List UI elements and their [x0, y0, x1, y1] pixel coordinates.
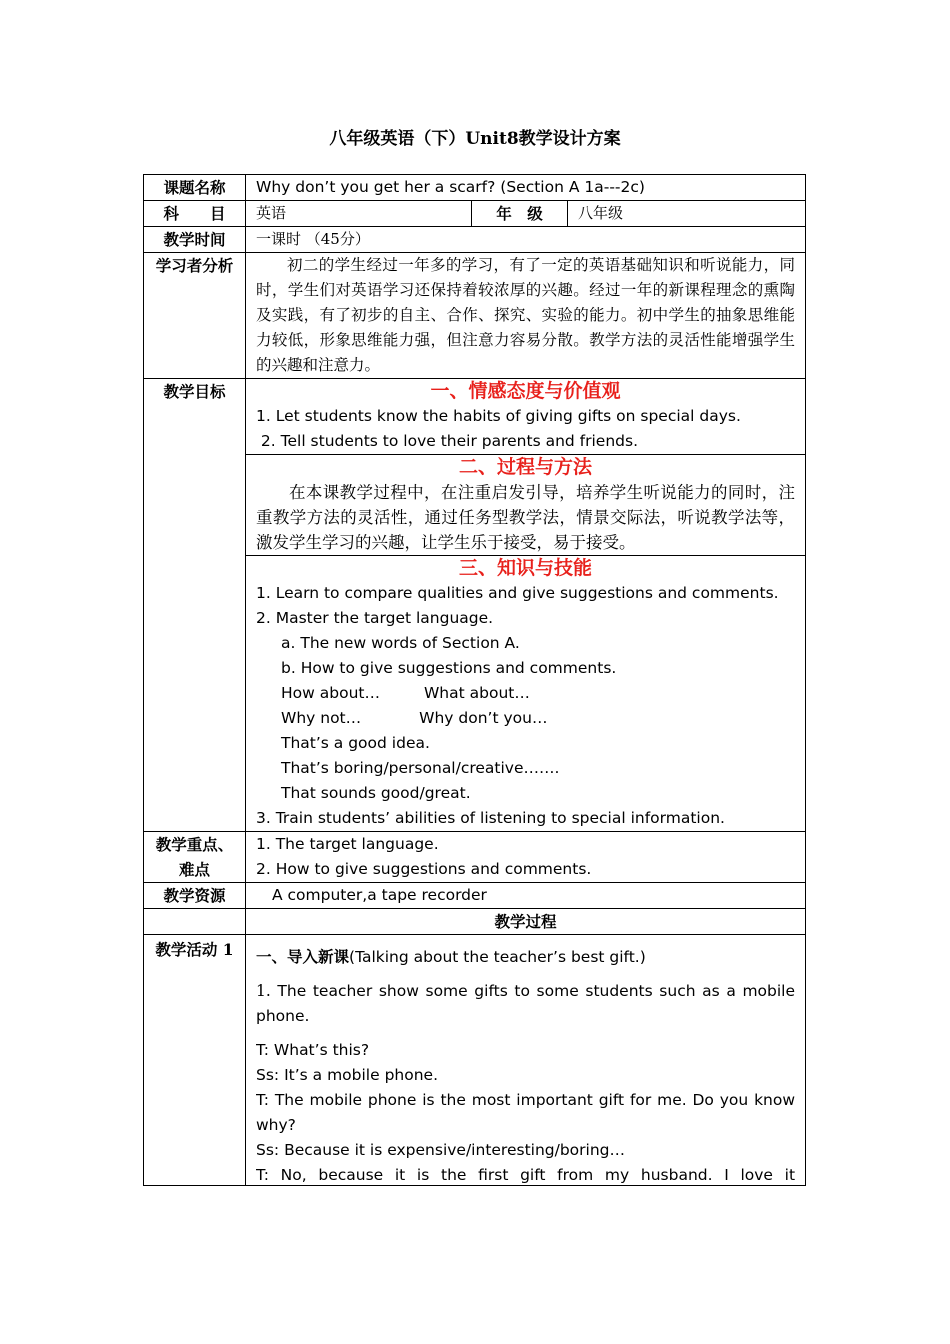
phrase-row-1 — [256, 681, 795, 706]
document-title: 八年级英语（下）Unit8教学设计方案 — [329, 129, 621, 149]
goals-label: 教学目标 — [144, 379, 246, 832]
activity-1-label: 教学活动 1 — [144, 935, 246, 1186]
topic-row — [144, 175, 806, 201]
process-header-row — [144, 909, 806, 935]
goal-line-2b: b. How to give suggestions and comments. — [281, 659, 617, 677]
goals-section-1 — [246, 379, 806, 455]
keypoints-content — [246, 832, 806, 883]
activity-1-heading-en: (Talking about the teacher’s best gift.) — [349, 948, 646, 966]
activity-1-heading-cn: 一、导入新课 — [256, 947, 350, 966]
goal-line-2: 2. Master the target language. — [256, 609, 494, 627]
goals-section-1-item: 2. Tell students to love their parents and friends. — [256, 432, 638, 450]
topic-value: Why don’t you get her a scarf? (Section A 1a---2c) — [246, 175, 806, 201]
activity-1-content — [246, 935, 806, 1186]
goals-row-1 — [144, 379, 806, 455]
keypoint-item: 1. The target language. — [256, 835, 439, 853]
topic-label: 课题名称 — [144, 175, 246, 201]
learner-label: 学习者分析 — [144, 253, 246, 379]
resources-row — [144, 883, 806, 909]
keypoint-item: 2. How to give suggestions and comments. — [256, 860, 592, 878]
grade-label: 年 级 — [472, 201, 568, 227]
keypoints-label-line-1: 教学重点、 — [155, 835, 234, 854]
dialog-line: Ss: Because it is expensive/interesting/boring… — [256, 1141, 626, 1159]
phrase-good-idea: That’s a good idea. — [281, 734, 430, 752]
dialog-line: T: What’s this? — [256, 1041, 370, 1059]
phrase-sounds: That sounds good/great. — [281, 784, 471, 802]
goal-line-3: 3. Train students’ abilities of listening to special information. — [256, 809, 725, 827]
time-row — [144, 227, 806, 253]
goals-section-1-title: 一、情感态度与价值观 — [430, 380, 621, 402]
goals-section-2-title: 二、过程与方法 — [459, 456, 593, 478]
goals-section-3-title: 三、知识与技能 — [459, 557, 593, 579]
phrase-boring: That’s boring/personal/creative……. — [281, 759, 560, 777]
activity-1-step-text: The teacher show some gifts to some students such as a mobile phone. — [256, 982, 796, 1025]
phrase-row-2 — [256, 706, 795, 731]
keypoints-label — [144, 832, 246, 883]
goals-section-1-item: 1. Let students know the habits of giving gifts on special days. — [256, 407, 741, 425]
keypoints-row — [144, 832, 806, 883]
resources-label: 教学资源 — [144, 883, 246, 909]
process-header: 教学过程 — [246, 909, 806, 935]
goal-line-2a: a. The new words of Section A. — [281, 634, 520, 652]
activity-1-heading — [256, 944, 795, 970]
process-header-empty — [144, 909, 246, 935]
subject-label: 科 目 — [144, 201, 246, 227]
phrase-what-about: What about… — [423, 684, 530, 702]
goals-section-2 — [246, 455, 806, 556]
phrase-why-not: Why not… — [281, 709, 362, 727]
keypoints-label-line-2: 难点 — [178, 860, 210, 879]
time-value: 一课时 （45分） — [246, 227, 806, 253]
goals-section-3 — [246, 556, 806, 832]
subject-row — [144, 201, 806, 227]
phrase-why-dont: Why don’t you… — [419, 709, 548, 727]
time-label: 教学时间 — [144, 227, 246, 253]
subject-value: 英语 — [246, 201, 472, 227]
activity-1-row — [144, 935, 806, 1186]
dialog-line: T: No, because it is the first gift from my husband. I love it — [256, 1166, 796, 1184]
grade-value: 八年级 — [568, 201, 806, 227]
goal-line-1: 1. Learn to compare qualities and give suggestions and comments. — [256, 584, 779, 602]
dialog-line: Ss: It’s a mobile phone. — [256, 1066, 438, 1084]
lesson-plan-table — [143, 174, 806, 1186]
resources-value: A computer,a tape recorder — [246, 883, 806, 909]
phrase-how-about: How about… — [281, 684, 380, 702]
learner-row — [144, 253, 806, 379]
activity-1-step — [256, 979, 795, 1029]
dialog-line: T: The mobile phone is the most important gift for me. Do you know why? — [256, 1091, 796, 1134]
activity-1-step-number: 1. — [256, 982, 271, 1000]
learner-analysis-text: 初二的学生经过一年多的学习，有了一定的英语基础知识和听说能力，同时，学生们对英语学习还保持着较浓厚的兴趣。经过一年的新课程理念的熏陶及实践，有了初步的自主、合作、探究、实验的能力。初中学生的抽象思维能力较低，形象思维能力强，但注意力容易分散。教学方法的灵活性能增强学生的兴趣和注意力。 — [246, 253, 806, 379]
goals-section-2-text: 在本课教学过程中，在注重启发引导，培养学生听说能力的同时，注重教学方法的灵活性，通过任务型教学法，情景交际法，听说教学法等，激发学生学习的兴趣，让学生乐于接受，易于接受。 — [256, 483, 796, 552]
activity-1-dialog — [256, 1038, 795, 1185]
